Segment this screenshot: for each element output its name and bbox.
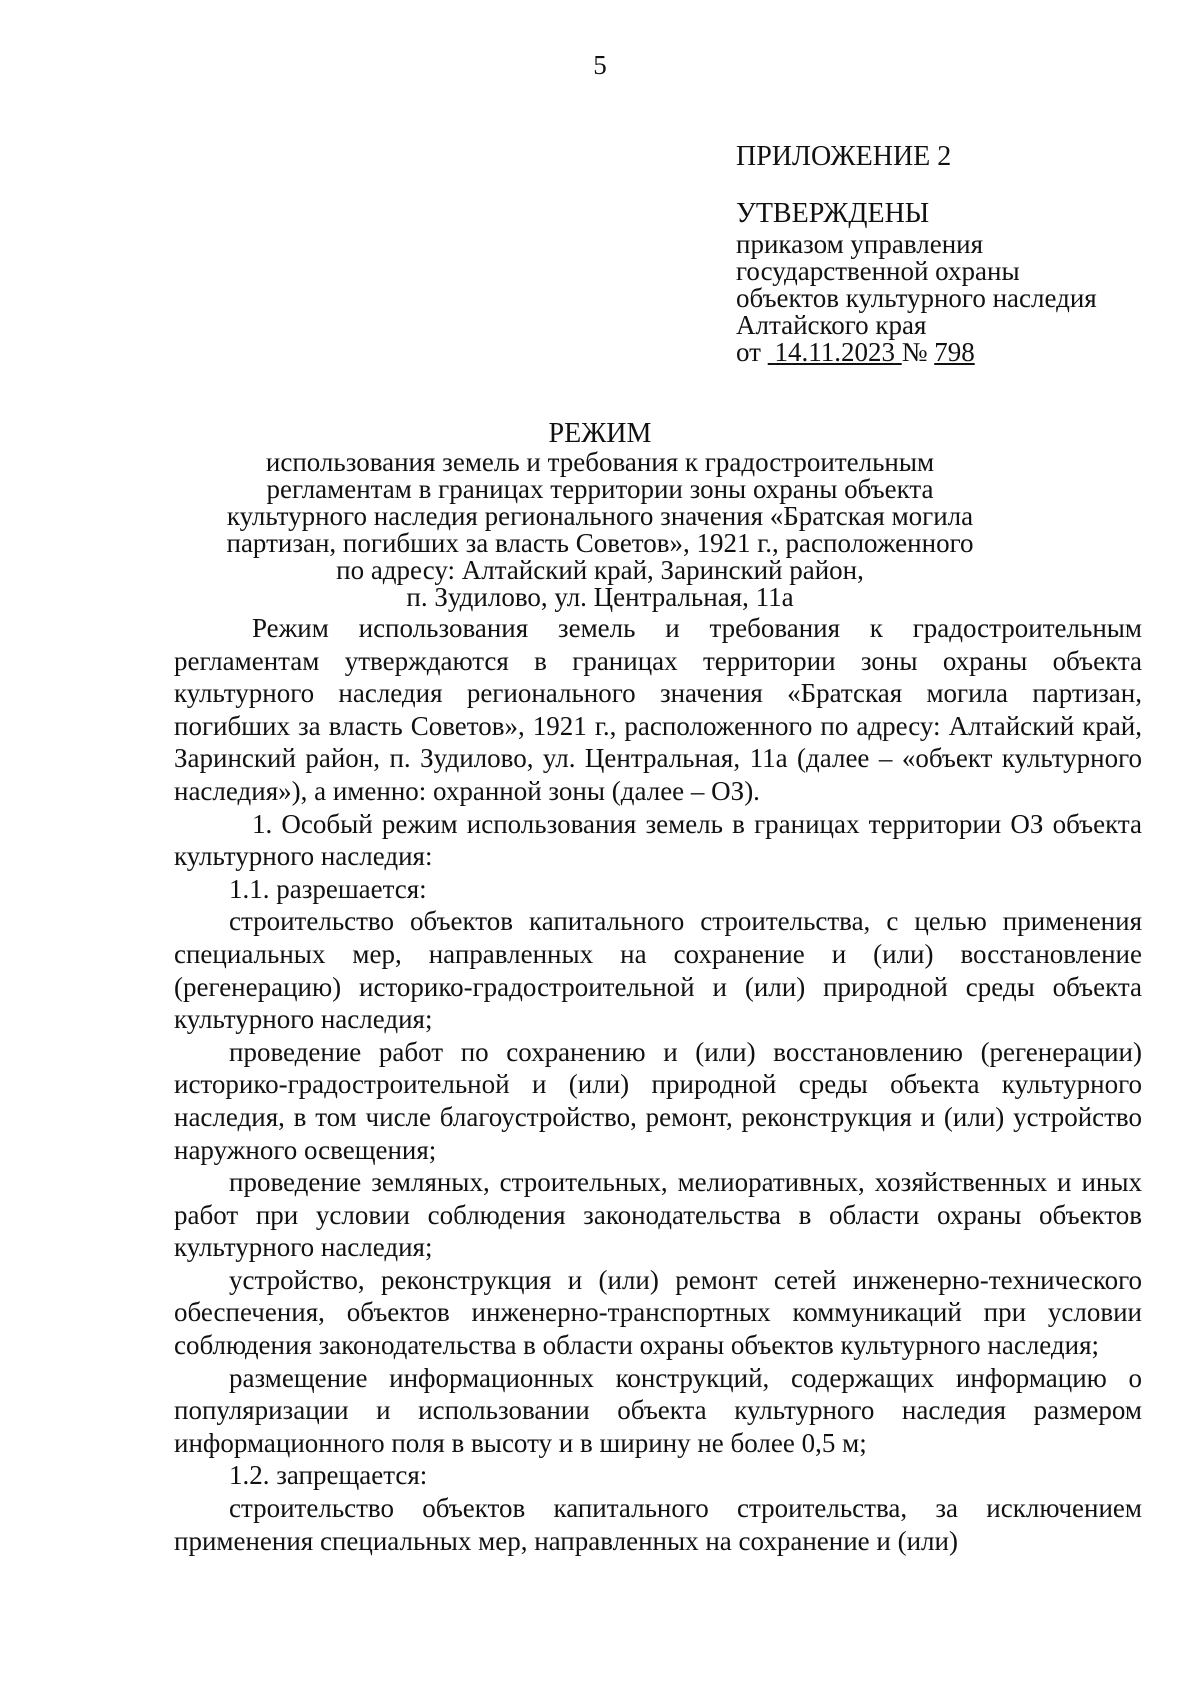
title-line: культурного наследия регионального значения «Братская могила — [226, 501, 974, 531]
allowed-item: строительство объектов капитального строительства, с целью применения специальных мер, направленных на сохранение и (или) восстановление (регенерацию) историко-градостроительной и (или) природной среды объекта культурного наследия; — [174, 906, 1142, 1035]
order-number: 798 — [934, 337, 975, 367]
intro-paragraph: Режим использования земель и требования к градостроительным регламентам утверждаются в границах территории зоны охраны объекта культурного наследия регионального значения «Братская могила партизан, погибших за власть Советов», 1921 г., расположенного по адресу: Алтайский край, Заринский район, п. Зудилово, ул. Центральная, 11а (далее – «объект культурного наследия»), а именно: охранной зоны (далее – ОЗ). — [174, 613, 1142, 806]
page-number: 5 — [593, 50, 607, 80]
order-date: 14.11.2023 — [774, 337, 895, 367]
title-line: использования земель и требования к градостроительным — [265, 447, 935, 477]
approved-label: УТВЕРЖДЕНЫ — [736, 198, 930, 229]
section-1-2-heading: 1.2. запрещается: — [229, 1460, 428, 1491]
prohibited-item: строительство объектов капитального строительства, за исключением применения специальных мер, направленных на сохранение и (или) — [174, 1493, 1142, 1556]
approval-block — [736, 143, 1166, 366]
section-1-1-heading: 1.1. разрешается: — [229, 873, 427, 904]
document-title — [150, 420, 1050, 611]
allowed-item: размещение информационных конструкций, содержащих информацию о популяризации и использовании объекта культурного наследия размером информационного поля в высоту и в ширину не более 0,5 м; — [174, 1362, 1142, 1458]
order-date-number — [736, 339, 1166, 366]
approval-line: государственной охраны — [736, 256, 1020, 286]
document-body — [174, 612, 1142, 1557]
approval-line: приказом управления — [736, 229, 984, 259]
section-1-paragraph: 1. Особый режим использования земель в границах территории ОЗ объекта культурного наследия: — [174, 808, 1142, 872]
title-line: по адресу: Алтайский край, Заринский район, — [336, 555, 864, 585]
title-heading: РЕЖИМ — [548, 418, 652, 449]
title-line: партизан, погибших за власть Советов», 1921 г., расположенного — [226, 528, 974, 558]
allowed-item: проведение земляных, строительных, мелиоративных, хозяйственных и иных работ при условии соблюдения законодательства в области охраны объектов культурного наследия; — [174, 1167, 1142, 1263]
number-prefix: № — [901, 337, 928, 367]
allowed-item: проведение работ по сохранению и (или) восстановлению (регенерации) историко-градостроительной и (или) природной среды объекта культурного наследия, в том числе благоустройство, ремонт, реконструкция и (или) устройство наружного освещения; — [174, 1036, 1142, 1165]
approval-line: объектов культурного наследия — [736, 283, 1097, 313]
allowed-item: устройство, реконструкция и (или) ремонт сетей инженерно-технического обеспечения, объектов инженерно-транспортных коммуникаций при условии соблюдения законодательства в области охраны объектов культурного наследия; — [174, 1264, 1142, 1361]
appendix-label: ПРИЛОЖЕНИЕ 2 — [736, 141, 952, 172]
title-line: регламентам в границах территории зоны охраны объекта — [266, 474, 934, 504]
date-prefix: от — [736, 337, 761, 367]
approval-line: Алтайского края — [736, 310, 927, 340]
title-line: п. Зудилово, ул. Центральная, 11а — [406, 582, 794, 612]
